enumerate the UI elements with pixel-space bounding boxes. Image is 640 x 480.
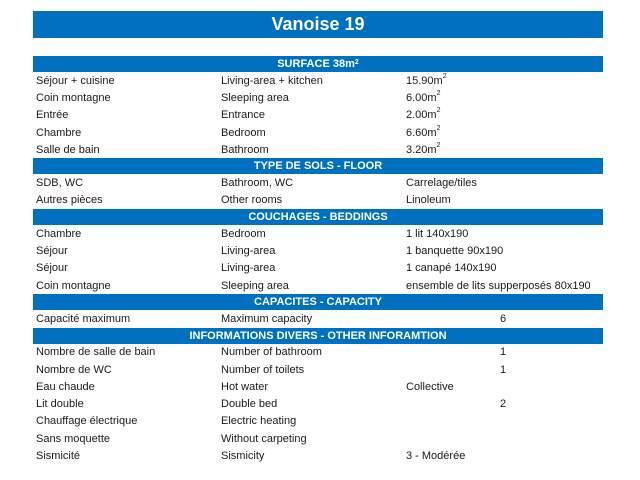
french-label: Entrée — [36, 109, 69, 122]
english-label: Living-area + kitchen — [221, 74, 323, 87]
table-row — [33, 225, 603, 242]
unit-superscript: 2 — [436, 89, 441, 97]
table-row — [33, 310, 603, 327]
table-row — [33, 174, 603, 191]
french-label: Séjour — [36, 262, 68, 275]
french-label: Lit double — [36, 398, 84, 411]
table-row — [33, 72, 603, 89]
english-label: Entrance — [221, 109, 266, 122]
row-value-text: 6 — [499, 312, 507, 325]
unit-superscript: 2 — [436, 107, 441, 115]
section-header-superscript: 2 — [354, 58, 359, 66]
row-value-text: 6.60m — [406, 126, 437, 139]
section-header — [33, 56, 603, 72]
row-value — [406, 124, 441, 139]
row-value — [463, 346, 543, 358]
section-header — [33, 209, 603, 225]
row-value-text: 1 lit 140x190 — [406, 227, 469, 240]
french-label: Nombre de salle de bain — [36, 346, 156, 359]
french-label: Sismicité — [36, 449, 81, 462]
english-label: Bathroom — [221, 143, 269, 156]
spacer — [33, 38, 603, 56]
row-value-text: 1 canapé 140x190 — [406, 262, 497, 275]
section-header — [33, 294, 603, 310]
unit-superscript: 2 — [436, 124, 441, 132]
english-label: Number of toilets — [221, 363, 305, 376]
french-label: Chauffage électrique — [36, 415, 138, 428]
table-row — [33, 242, 603, 259]
section-header-label: COUCHAGES - BEDDINGS — [248, 211, 388, 224]
row-value — [406, 194, 451, 206]
row-value-text: ensemble de lits supperposés 80x190 — [406, 279, 591, 292]
english-label: Hot water — [221, 380, 269, 393]
section-header-label: SURFACE 38m — [277, 58, 355, 70]
french-label: Chambre — [36, 126, 82, 139]
english-label: Without carpeting — [221, 432, 307, 445]
row-value-text: 1 — [499, 346, 507, 359]
table-row — [33, 260, 603, 277]
row-value — [406, 262, 497, 274]
table-row — [33, 447, 603, 464]
spec-sheet — [33, 11, 603, 465]
english-label: Other rooms — [221, 194, 283, 207]
french-label: Salle de bain — [36, 143, 100, 156]
table-row — [33, 430, 603, 447]
french-label: Sans moquette — [36, 432, 110, 445]
row-value — [463, 398, 543, 410]
english-label: Sleeping area — [221, 91, 289, 104]
row-value-text: 3 - Modérée — [406, 449, 466, 462]
french-label: Nombre de WC — [36, 363, 112, 376]
section-header-label: INFORMATIONS DIVERS - OTHER INFORAMTION — [189, 329, 447, 342]
unit-superscript: 2 — [442, 72, 447, 80]
row-value — [406, 141, 441, 156]
row-value — [406, 245, 503, 257]
row-value — [406, 450, 465, 462]
row-value-text: Carrelage/tiles — [406, 177, 477, 190]
english-label: Double bed — [221, 398, 278, 411]
row-value-text: 2.00m — [406, 109, 437, 122]
english-label: Bedroom — [221, 227, 266, 240]
row-value — [463, 364, 543, 376]
row-value-text: 6.00m — [406, 91, 437, 104]
french-label: Eau chaude — [36, 380, 95, 393]
sections-container — [33, 56, 603, 465]
english-label: Maximum capacity — [221, 312, 313, 325]
english-label: Number of bathroom — [221, 346, 322, 359]
table-row — [33, 141, 603, 158]
table-row — [33, 378, 603, 395]
french-label: Capacité maximum — [36, 312, 131, 325]
section-header — [33, 328, 603, 344]
french-label: SDB, WC — [36, 177, 84, 190]
unit-superscript: 2 — [436, 141, 441, 149]
table-row — [33, 413, 603, 430]
english-label: Living-area — [221, 262, 276, 275]
row-value-text: 2 — [499, 398, 507, 411]
english-label: Sleeping area — [221, 279, 289, 292]
table-row — [33, 277, 603, 294]
row-value-text: Collective — [406, 380, 454, 393]
row-value — [406, 228, 468, 240]
page-title: Vanoise 19 — [33, 11, 603, 38]
french-label: Coin montagne — [36, 279, 111, 292]
french-label: Séjour — [36, 245, 68, 258]
english-label: Bathroom, WC — [221, 177, 294, 190]
table-row — [33, 192, 603, 209]
row-value-text: 3.20m — [406, 143, 437, 156]
row-value — [406, 381, 454, 393]
row-value — [406, 72, 447, 87]
table-row — [33, 124, 603, 141]
row-value-text: 1 — [499, 363, 507, 376]
table-row — [33, 344, 603, 361]
french-label: Séjour + cuisine — [36, 74, 115, 87]
table-row — [33, 395, 603, 412]
row-value — [406, 280, 591, 292]
section-header — [33, 158, 603, 174]
english-label: Sismicity — [221, 449, 265, 462]
section-header-label: CAPACITES - CAPACITY — [254, 296, 382, 309]
english-label: Living-area — [221, 245, 276, 258]
french-label: Autres pièces — [36, 194, 103, 207]
section-header-label: TYPE DE SOLS - FLOOR — [253, 160, 383, 173]
french-label: Coin montagne — [36, 91, 111, 104]
row-value — [463, 313, 543, 325]
row-value-text: 1 banquette 90x190 — [406, 245, 504, 258]
english-label: Electric heating — [221, 415, 297, 428]
row-value — [406, 89, 441, 104]
table-row — [33, 107, 603, 124]
row-value — [406, 109, 440, 121]
english-label: Bedroom — [221, 126, 266, 139]
table-row — [33, 361, 603, 378]
french-label: Chambre — [36, 227, 82, 240]
row-value-text: 15.90m — [406, 74, 443, 87]
row-value-text: Linoleum — [406, 194, 451, 207]
table-row — [33, 89, 603, 106]
row-value — [406, 177, 477, 189]
